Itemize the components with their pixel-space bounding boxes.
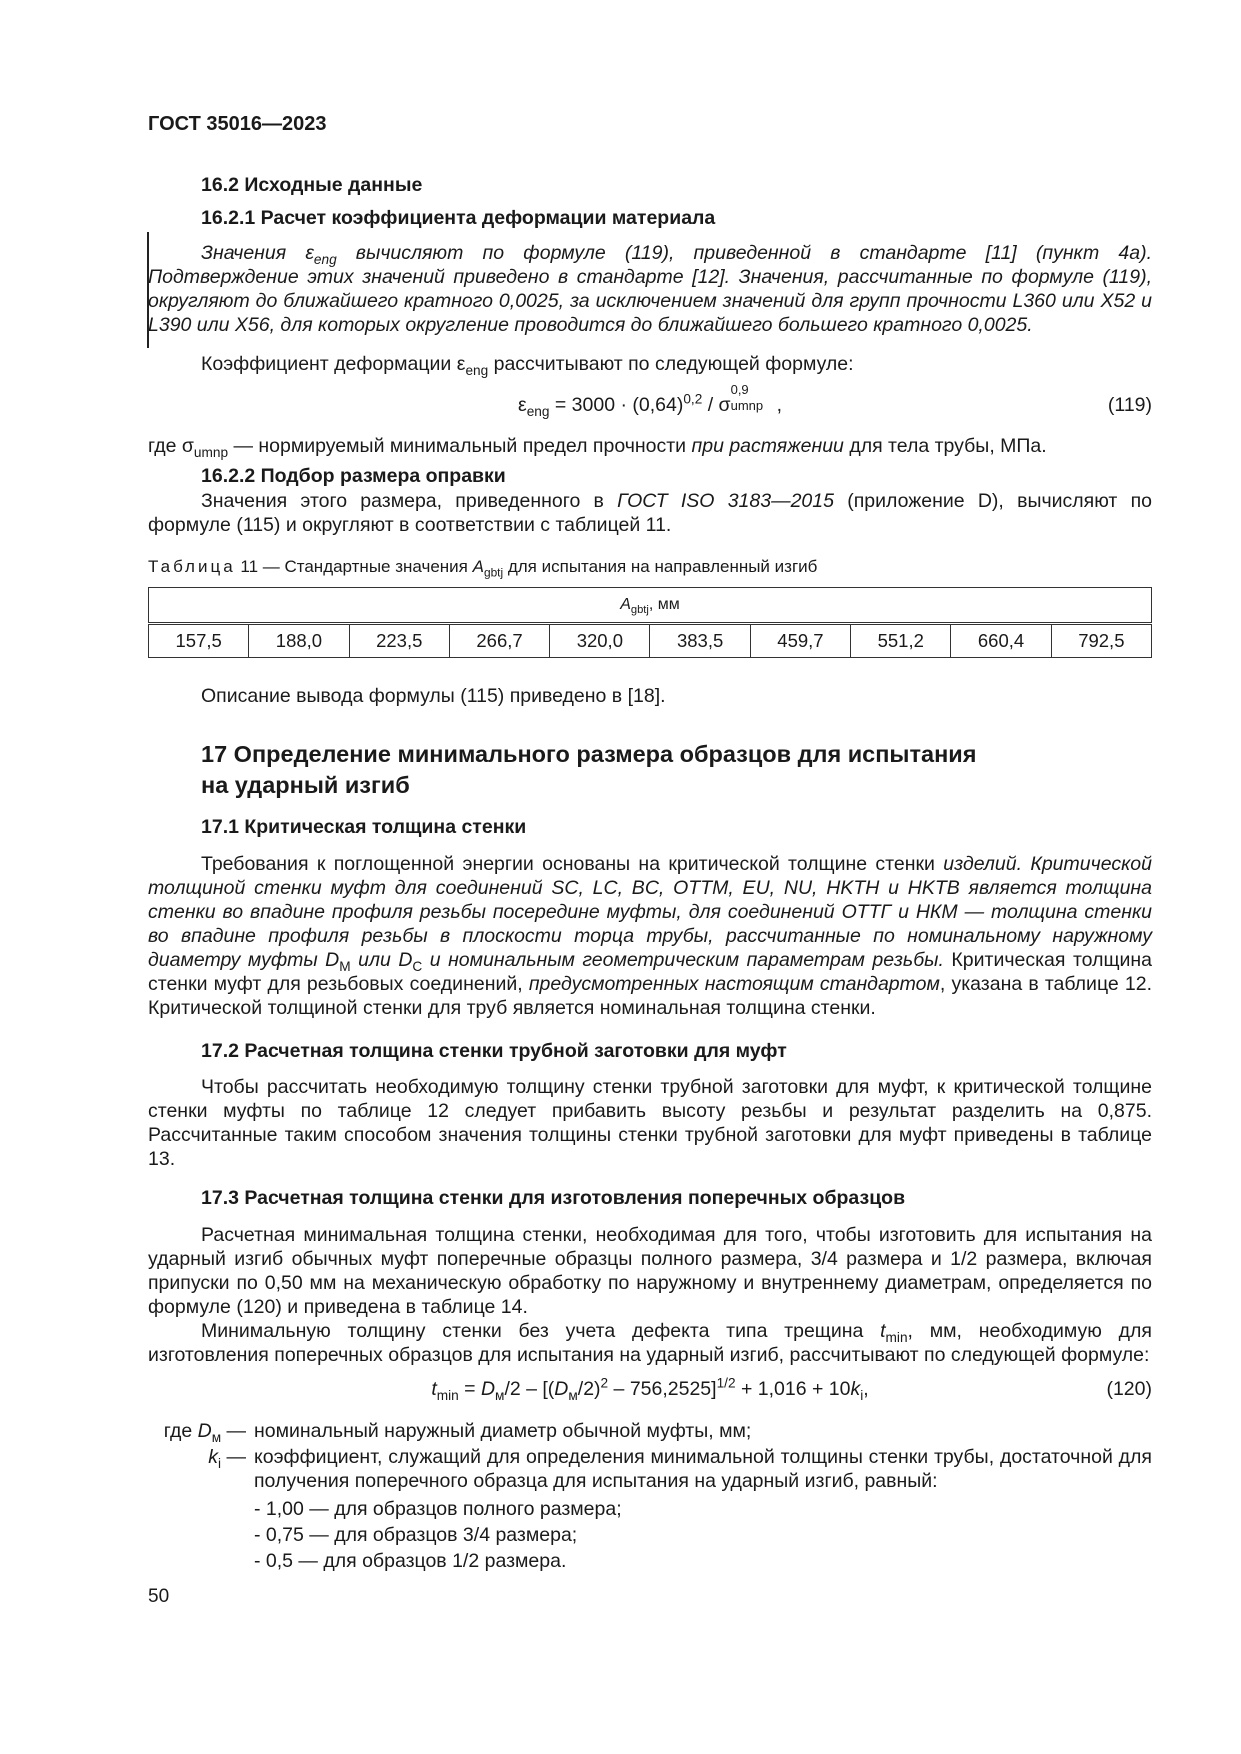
paragraph-critical-thickness: Требования к поглощенной энергии основаны на критической толщине стенки изделий. Критической толщиной стенки муфт для соединений SC, LC, BC, OTTM, EU, NU, HKTH и HKTB является толщина стенки во впадине профиля резьбы посередине муфты, для соединений ОТТГ и НКМ — толщина стенки во впадине профиля резьбы в плоскости торца трубы, рассчитанные по номинальному наружному диаметру муфты $D_M$ или $D_C$ и номинальным геометрическим параметрам резьбы. Критическая толщина стенки муфт для резьбовых соединений, предусмотренных настоящим стандартом, указана в таблице 12. Критической толщиной стенки для труб является номинальная толщина стенки. xyxy=(148,853,1152,1019)
table-cell: 266,7 xyxy=(449,624,549,658)
table-cell: 660,4 xyxy=(951,624,1051,658)
table-11 xyxy=(148,587,1152,658)
where-ki-label: $k_i$ — xyxy=(208,1446,246,1471)
where-ki-text: коэффициент, служащий для определения минимальной толщины стенки трубы, достаточной для получения поперечного образца для испытания на ударный изгиб, равный: xyxy=(254,1446,1152,1492)
table-cell: 383,5 xyxy=(650,624,750,658)
formula-120-expression: $t_{min} = D_м/2 - [(D_м/2)^2 - 756,2525]^{1/2} + 1,016 + 10k_i$, xyxy=(431,1375,869,1403)
section-17-3-title: 17.3 Расчетная толщина стенки для изготовления поперечных образцов xyxy=(201,1187,906,1209)
table-cell: 188,0 xyxy=(249,624,349,658)
paragraph-italic-eeng: Значения $\varepsilon_{eng}$ вычисляют по формуле (119), приведенной в стандарте [11] (пункт 4а). Подтверждение этих значений приведено в стандарте [12]. Значения, рассчитанные по формуле (119), округляют до ближайшего кратного 0,0025, за исключением значений для групп прочности L360 или X52 и L390 или X56, для которых округление проводится до ближайшего большего кратного 0,0025. xyxy=(148,242,1152,336)
document-header: ГОСТ 35016—2023 xyxy=(148,113,327,135)
where-dm xyxy=(148,1419,1152,1445)
table-11-caption: Таблица 11 — Стандартные значения $A_{gbtj}$ для испытания на направленный изгиб xyxy=(148,557,818,580)
paragraph-coefficient-intro: Коэффициент деформации $\varepsilon_{eng}$ рассчитывают по следующей формуле: xyxy=(201,353,854,378)
section-16-2-1-title: 16.2.1 Расчет коэффициента деформации материала xyxy=(201,207,716,229)
list-item: - 1,00 — для образцов полного размера; xyxy=(254,1498,622,1520)
table-cell: 551,2 xyxy=(851,624,951,658)
table-cell: 320,0 xyxy=(550,624,650,658)
paragraph-where-sigma: где $\sigma_{umnp}$ — нормируемый минимальный предел прочности при растяжении для тела трубы, МПа. xyxy=(148,435,1047,460)
table-cell: 157,5 xyxy=(149,624,249,658)
where-ki xyxy=(148,1445,1152,1497)
formula-119-expression: $\varepsilon_{eng} = 3000 \cdot (0,64)^{0,2} / \sigma$ 0,9 umnp , xyxy=(517,382,783,419)
list-item: - 0,5 — для образцов 1/2 размера. xyxy=(254,1550,567,1572)
where-dm-text: номинальный наружный диаметр обычной муфты, мм; xyxy=(254,1420,752,1442)
section-16-2-title: 16.2 Исходные данные xyxy=(201,174,423,196)
list-item: - 0,75 — для образцов 3/4 размера; xyxy=(254,1524,578,1546)
paragraph-tmin-intro: Минимальную толщину стенки без учета дефекта типа трещина $t_{min}$, мм, необходимую для изготовления поперечных образцов для испытания на ударный изгиб, рассчитывают по следующей формуле: xyxy=(148,1320,1152,1366)
section-17-1-title: 17.1 Критическая толщина стенки xyxy=(201,816,527,838)
where-dm-label: где $D_м$ — xyxy=(163,1420,246,1445)
table-11-header: $A_{gbtj}$, мм xyxy=(149,588,1152,624)
paragraph-after-table: Описание вывода формулы (115) приведено в [18]. xyxy=(201,685,666,707)
section-16-2-2-title: 16.2.2 Подбор размера оправки xyxy=(201,465,506,487)
table-cell: 223,5 xyxy=(349,624,449,658)
formula-120 xyxy=(148,1377,1152,1407)
paragraph-mandrel-size: Значения этого размера, приведенного в ГОСТ ISO 3183—2015 (приложение D), вычисляют по формуле (115) и округляют в соответствии с таблицей 11. xyxy=(148,490,1152,536)
formula-119-number: (119) xyxy=(1107,394,1152,416)
table-cell: 792,5 xyxy=(1051,624,1151,658)
formula-119 xyxy=(148,382,1152,423)
section-17-title-line2: на ударный изгиб xyxy=(201,772,410,798)
section-17-2-title: 17.2 Расчетная толщина стенки трубной заготовки для муфт xyxy=(201,1040,787,1062)
paragraph-blank-thickness: Чтобы рассчитать необходимую толщину стенки трубной заготовки для муфт, к критической толщине стенки муфты по таблице 12 следует прибавить высоту резьбы и результат разделить на 0,875. Рассчитанные таким способом значения толщины стенки трубной заготовки для муфт приведены в таблице 13. xyxy=(148,1076,1152,1170)
formula-120-number: (120) xyxy=(1106,1378,1152,1400)
table-cell: 459,7 xyxy=(750,624,850,658)
section-17-title-line1: 17 Определение минимального размера образцов для испытания xyxy=(201,741,977,767)
paragraph-min-thickness: Расчетная минимальная толщина стенки, необходимая для того, чтобы изготовить для испытания на ударный изгиб обычных муфт поперечные образцы полного размера, 3/4 размера и 1/2 размера, включая припуски по 0,50 мм на механическую обработку по наружному и внутреннему диаметрам, определяется по формуле (120) и приведена в таблице 14. xyxy=(148,1224,1152,1318)
page-number: 50 xyxy=(148,1586,170,1607)
